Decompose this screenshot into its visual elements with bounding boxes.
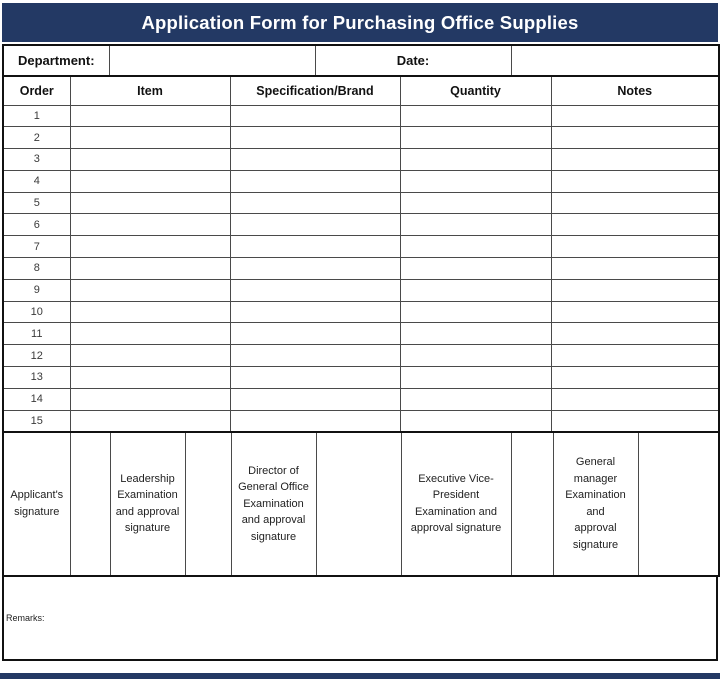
- item-cell[interactable]: [70, 127, 230, 149]
- table-row: [3, 388, 719, 410]
- quantity-cell[interactable]: [400, 388, 551, 410]
- item-cell[interactable]: [70, 345, 230, 367]
- notes-cell[interactable]: [551, 410, 719, 432]
- column-header-quantity: Quantity: [400, 76, 551, 105]
- item-cell[interactable]: [70, 323, 230, 345]
- specification-cell[interactable]: [230, 410, 400, 432]
- department-label: Department:: [3, 45, 109, 76]
- quantity-cell[interactable]: [400, 279, 551, 301]
- form-title-bar: [2, 3, 718, 42]
- item-cell[interactable]: [70, 367, 230, 389]
- specification-cell[interactable]: [230, 192, 400, 214]
- item-cell[interactable]: [70, 301, 230, 323]
- quantity-cell[interactable]: [400, 323, 551, 345]
- leadership-signature-field[interactable]: [185, 432, 231, 576]
- quantity-cell[interactable]: [400, 192, 551, 214]
- date-value-field[interactable]: [511, 45, 719, 76]
- order-number: 12: [3, 345, 70, 367]
- meta-table: [2, 44, 720, 77]
- specification-cell[interactable]: [230, 258, 400, 280]
- item-cell[interactable]: [70, 388, 230, 410]
- general-manager-signature-label: General manager Examination and approval signature: [553, 432, 638, 576]
- column-header-specification: Specification/Brand: [230, 76, 400, 105]
- quantity-cell[interactable]: [400, 410, 551, 432]
- table-row: [3, 170, 719, 192]
- specification-cell[interactable]: [230, 170, 400, 192]
- specification-cell[interactable]: [230, 301, 400, 323]
- table-row: [3, 127, 719, 149]
- column-header-notes: Notes: [551, 76, 719, 105]
- quantity-cell[interactable]: [400, 258, 551, 280]
- vice-president-signature-label: Executive Vice-President Examination and approval signature: [401, 432, 511, 576]
- applicant-signature-field[interactable]: [70, 432, 110, 576]
- notes-cell[interactable]: [551, 214, 719, 236]
- director-signature-field[interactable]: [316, 432, 401, 576]
- order-number: 15: [3, 410, 70, 432]
- table-row: [3, 367, 719, 389]
- order-number: 10: [3, 301, 70, 323]
- quantity-cell[interactable]: [400, 170, 551, 192]
- quantity-cell[interactable]: [400, 149, 551, 171]
- specification-cell[interactable]: [230, 345, 400, 367]
- quantity-cell[interactable]: [400, 301, 551, 323]
- item-cell[interactable]: [70, 149, 230, 171]
- table-row: [3, 149, 719, 171]
- quantity-cell[interactable]: [400, 105, 551, 127]
- order-number: 7: [3, 236, 70, 258]
- order-number: 3: [3, 149, 70, 171]
- department-value-field[interactable]: [109, 45, 315, 76]
- general-manager-signature-field[interactable]: [638, 432, 719, 576]
- specification-cell[interactable]: [230, 388, 400, 410]
- item-cell[interactable]: [70, 236, 230, 258]
- column-header-item: Item: [70, 76, 230, 105]
- specification-cell[interactable]: [230, 367, 400, 389]
- specification-cell[interactable]: [230, 214, 400, 236]
- vice-president-signature-field[interactable]: [511, 432, 553, 576]
- table-row: [3, 301, 719, 323]
- notes-cell[interactable]: [551, 279, 719, 301]
- leadership-signature-label: Leadership Examination and approval signature: [110, 432, 185, 576]
- quantity-cell[interactable]: [400, 127, 551, 149]
- column-header-order: Order: [3, 76, 70, 105]
- order-number: 14: [3, 388, 70, 410]
- notes-cell[interactable]: [551, 192, 719, 214]
- page-title: Application Form for Purchasing Office Supplies: [141, 11, 579, 33]
- table-row: [3, 323, 719, 345]
- header-row: [3, 76, 719, 105]
- quantity-cell[interactable]: [400, 236, 551, 258]
- item-cell[interactable]: [70, 192, 230, 214]
- quantity-cell[interactable]: [400, 367, 551, 389]
- table-row: [3, 105, 719, 127]
- director-signature-label: Director of General Office Examination and approval signature: [231, 432, 316, 576]
- applicant-signature-label: Applicant's signature: [3, 432, 70, 576]
- item-cell[interactable]: [70, 214, 230, 236]
- table-row: [3, 410, 719, 432]
- date-label: Date:: [315, 45, 511, 76]
- order-number: 5: [3, 192, 70, 214]
- notes-cell[interactable]: [551, 236, 719, 258]
- order-number: 2: [3, 127, 70, 149]
- order-number: 1: [3, 105, 70, 127]
- remarks-label: Remarks:: [6, 612, 45, 623]
- remarks-field[interactable]: [2, 575, 718, 661]
- notes-cell[interactable]: [551, 345, 719, 367]
- order-number: 4: [3, 170, 70, 192]
- notes-cell[interactable]: [551, 127, 719, 149]
- items-table: [2, 75, 720, 433]
- specification-cell[interactable]: [230, 149, 400, 171]
- notes-cell[interactable]: [551, 301, 719, 323]
- bottom-accent-bar: [0, 673, 720, 679]
- table-row: [3, 236, 719, 258]
- quantity-cell[interactable]: [400, 345, 551, 367]
- table-row: [3, 345, 719, 367]
- specification-cell[interactable]: [230, 323, 400, 345]
- quantity-cell[interactable]: [400, 214, 551, 236]
- table-row: [3, 279, 719, 301]
- specification-cell[interactable]: [230, 279, 400, 301]
- notes-cell[interactable]: [551, 367, 719, 389]
- item-cell[interactable]: [70, 170, 230, 192]
- notes-cell[interactable]: [551, 170, 719, 192]
- table-row: [3, 214, 719, 236]
- order-number: 6: [3, 214, 70, 236]
- specification-cell[interactable]: [230, 236, 400, 258]
- table-row: [3, 258, 719, 280]
- item-cell[interactable]: [70, 105, 230, 127]
- item-cell[interactable]: [70, 279, 230, 301]
- order-number: 11: [3, 323, 70, 345]
- order-number: 13: [3, 367, 70, 389]
- item-cell[interactable]: [70, 258, 230, 280]
- signatures-table: [2, 431, 720, 577]
- notes-cell[interactable]: [551, 105, 719, 127]
- notes-cell[interactable]: [551, 323, 719, 345]
- notes-cell[interactable]: [551, 258, 719, 280]
- order-number: 8: [3, 258, 70, 280]
- specification-cell[interactable]: [230, 105, 400, 127]
- item-cell[interactable]: [70, 410, 230, 432]
- notes-cell[interactable]: [551, 388, 719, 410]
- notes-cell[interactable]: [551, 149, 719, 171]
- specification-cell[interactable]: [230, 127, 400, 149]
- table-row: [3, 192, 719, 214]
- order-number: 9: [3, 279, 70, 301]
